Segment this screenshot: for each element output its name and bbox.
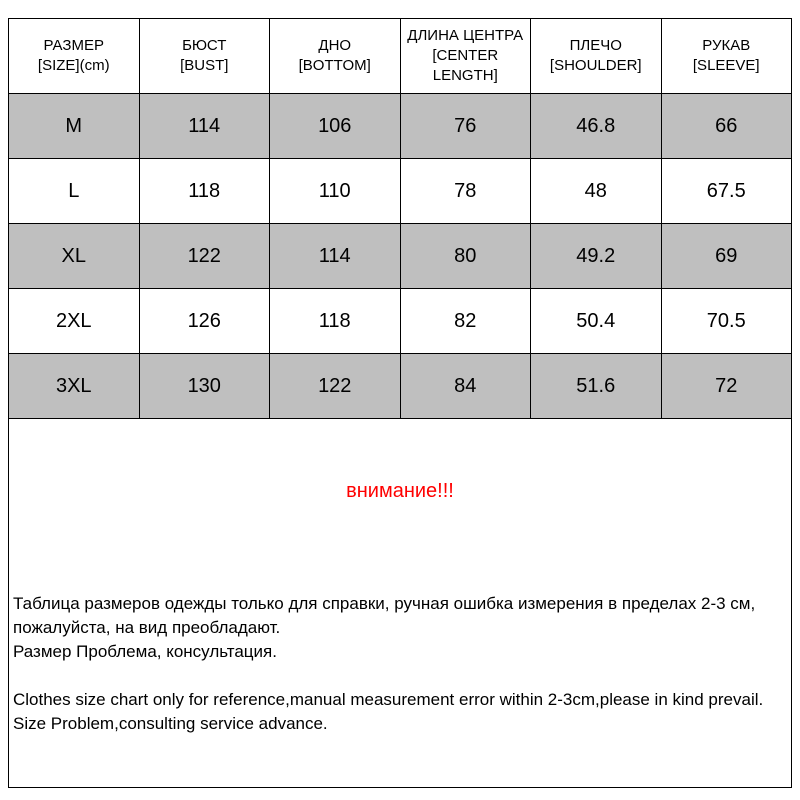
size-table <box>8 18 792 419</box>
cell-center-length: 78 <box>400 159 531 224</box>
cell-shoulder: 50.4 <box>531 289 662 354</box>
cell-shoulder: 51.6 <box>531 354 662 419</box>
cell-size: 2XL <box>9 289 140 354</box>
cell-size: XL <box>9 224 140 289</box>
cell-sleeve: 66 <box>661 94 792 159</box>
table-row <box>9 94 792 159</box>
header-text: БЮСТ <box>182 37 227 54</box>
header-bottom <box>270 19 401 94</box>
header-text: ДНО <box>318 37 352 54</box>
disclaimer-en-text: Clothes size chart only for reference,manual measurement error within 2-3cm,please in kind prevail. <box>13 690 764 709</box>
disclaimer-ru-text: Таблица размеров одежды только для справки, ручная ошибка измерения в пределах 2-3 см, пожалуйста, на вид преобладают. <box>13 594 756 637</box>
header-text: [BUST] <box>180 57 229 74</box>
header-size <box>9 19 140 94</box>
cell-bust: 130 <box>139 354 270 419</box>
cell-bust: 118 <box>139 159 270 224</box>
cell-bottom: 110 <box>270 159 401 224</box>
cell-center-length: 80 <box>400 224 531 289</box>
cell-shoulder: 49.2 <box>531 224 662 289</box>
cell-bottom: 118 <box>270 289 401 354</box>
header-text: [SIZE](cm) <box>37 57 110 74</box>
table-row <box>9 224 792 289</box>
header-bust <box>139 19 270 94</box>
cell-sleeve: 70.5 <box>661 289 792 354</box>
header-center-length <box>400 19 531 94</box>
cell-bottom: 122 <box>270 354 401 419</box>
cell-bottom: 106 <box>270 94 401 159</box>
cell-bottom: 114 <box>270 224 401 289</box>
disclaimer-ru-consult: Размер Проблема, консультация. <box>13 642 277 661</box>
header-text: [SLEEVE] <box>692 57 760 74</box>
table-header-row <box>9 19 792 94</box>
cell-shoulder: 48 <box>531 159 662 224</box>
header-text: ПЛЕЧО <box>569 37 622 54</box>
header-shoulder <box>531 19 662 94</box>
cell-size: 3XL <box>9 354 140 419</box>
disclaimer-russian <box>13 592 783 664</box>
header-sleeve <box>661 19 792 94</box>
cell-center-length: 84 <box>400 354 531 419</box>
header-text: LENGTH] <box>432 67 498 84</box>
cell-sleeve: 69 <box>661 224 792 289</box>
cell-size: M <box>9 94 140 159</box>
attention-notice: внимание!!! <box>346 480 454 502</box>
header-text: [BOTTOM] <box>298 57 371 74</box>
header-text: РАЗМЕР <box>43 37 104 54</box>
cell-sleeve: 72 <box>661 354 792 419</box>
cell-center-length: 82 <box>400 289 531 354</box>
cell-bust: 114 <box>139 94 270 159</box>
table-row <box>9 289 792 354</box>
cell-bust: 122 <box>139 224 270 289</box>
cell-shoulder: 46.8 <box>531 94 662 159</box>
cell-center-length: 76 <box>400 94 531 159</box>
table-row <box>9 354 792 419</box>
header-text: ДЛИНА ЦЕНТРА <box>407 27 524 44</box>
disclaimer-english <box>13 688 783 736</box>
cell-bust: 126 <box>139 289 270 354</box>
cell-size: L <box>9 159 140 224</box>
disclaimer-en-consult: Size Problem,consulting service advance. <box>13 714 328 733</box>
header-text: [SHOULDER] <box>549 57 642 74</box>
header-text: РУКАВ <box>702 37 751 54</box>
header-text: [CENTER <box>432 47 499 64</box>
table-row <box>9 159 792 224</box>
cell-sleeve: 67.5 <box>661 159 792 224</box>
